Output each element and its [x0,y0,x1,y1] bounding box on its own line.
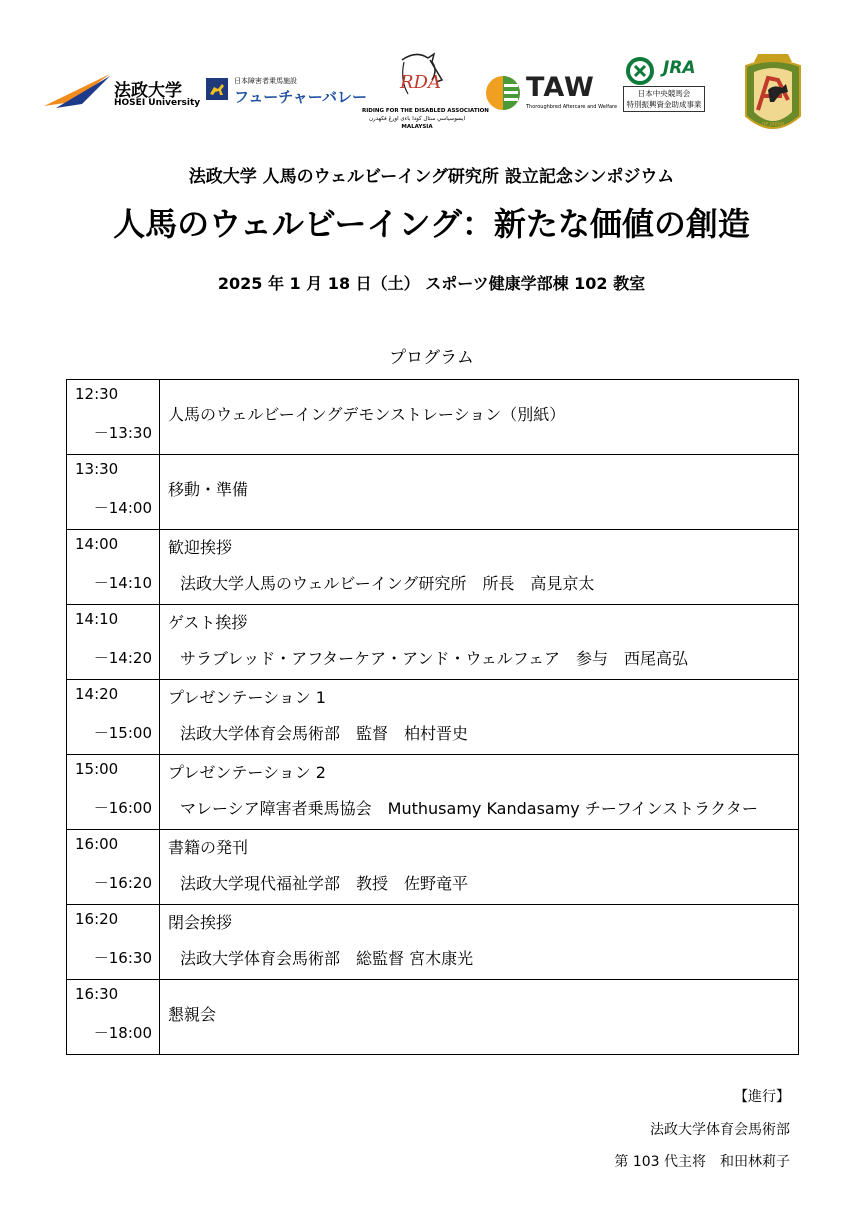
session-cell [160,980,799,1055]
table-row [67,455,799,530]
time-cell [67,680,160,755]
rda-mark: RDA [400,72,441,93]
horse-rider-icon [206,78,228,100]
logo-strip [40,50,830,140]
equestrian-federation-badge [738,50,808,138]
end-time: －14:20 [93,649,152,667]
session-speaker: 法政大学体育会馬術部 監督 柏村晋史 [180,724,469,743]
jra-name: JRA [663,58,696,78]
footer-person: 第 103 代主将 和田林莉子 [614,1154,790,1170]
session-speaker: 法政大学人馬のウェルビーイング研究所 所長 高見京太 [180,574,595,593]
rda-line3: MALAYSIA [401,124,433,130]
time-cell [67,380,160,455]
session-cell [160,455,799,530]
equestrian-badge-icon [738,50,808,138]
session-cell [160,380,799,455]
rda-horse-icon [382,50,452,106]
future-valley-logo [206,76,366,110]
taw-circle-icon [484,74,522,112]
hosei-sub: HOSEI University [114,98,201,108]
session-title: 人馬のウェルビーイングデモンストレーション（別紙） [168,405,566,424]
future-valley-small: 日本障害者乗馬施設 [234,77,297,85]
jra-grant-box [623,86,705,112]
symposium-subtitle: 法政大学 人馬のウェルビーイング研究所 設立記念シンポジウム [188,167,675,187]
session-speaker: 法政大学体育会馬術部 総監督 宮木康光 [180,949,474,968]
time-cell [67,905,160,980]
jra-logo [623,56,709,116]
jra-line2: 特別振興資金助成事業 [626,100,702,109]
session-speaker: サラブレッド・アフターケア・アンド・ウェルフェア 参与 西尾高弘 [180,649,689,668]
jra-ring-icon [625,56,657,86]
jra-line1: 日本中央競馬会 [637,89,691,98]
rda-line2: ايسوسياسي ستال كودا باءى اورڠ فكهدرن [368,116,466,122]
session-title: ゲスト挨拶 [168,613,248,632]
hosei-name: 法政大学 [114,81,182,101]
session-cell [160,605,799,680]
taw-logo [484,72,618,114]
session-cell [160,905,799,980]
hosei-university-logo [42,72,201,112]
session-speaker: 法政大学現代福祉学部 教授 佐野竜平 [180,874,469,893]
table-row [67,980,799,1055]
table-row [67,830,799,905]
session-title: 移動・準備 [168,480,249,499]
time-cell [67,530,160,605]
time-cell [67,605,160,680]
table-row [67,380,799,455]
end-time: －15:00 [93,724,152,742]
session-cell [160,755,799,830]
start-time: 16:20 [75,910,119,928]
time-cell [67,830,160,905]
time-cell [67,455,160,530]
session-title: 歓迎挨拶 [168,538,233,557]
end-time: －18:00 [93,1024,152,1042]
session-cell [160,530,799,605]
time-cell [67,755,160,830]
date-venue: 2025 年 1 月 18 日（土） スポーツ健康学部棟 102 教室 [217,274,646,293]
start-time: 16:30 [75,985,119,1003]
future-valley-name: フューチャーバレー [234,88,368,106]
session-cell [160,680,799,755]
start-time: 15:00 [75,760,119,778]
rda-malaysia-logo [362,50,489,134]
taw-sub: Thoroughbred Aftercare and Welfare [526,104,618,110]
session-title: 書籍の発刊 [168,838,249,857]
footer-label: 【進行】 [734,1089,790,1105]
session-title: プレゼンテーション 2 [168,763,326,782]
end-time: －16:20 [93,874,152,892]
session-title: 懇親会 [168,1005,217,1024]
program-table [66,379,799,1055]
table-row [67,530,799,605]
page-title: 人馬のウェルビーイング：新たな価値の創造 [113,205,750,243]
table-row [67,605,799,680]
session-speaker: マレーシア障害者乗馬協会 Muthusamy Kandasamy チーフインストラクター [180,799,758,818]
program-heading: プログラム [389,348,474,368]
start-time: 16:00 [75,835,119,853]
end-time: －16:30 [93,949,152,967]
badge-text: OF JAPAN [761,122,785,128]
start-time: 14:10 [75,610,119,628]
end-time: －14:00 [93,499,152,517]
footer-organization: 法政大学体育会馬術部 [650,1122,790,1138]
table-row [67,680,799,755]
taw-name: TAW [526,72,595,103]
start-time: 14:00 [75,535,119,553]
end-time: －13:30 [93,424,152,442]
start-time: 14:20 [75,685,119,703]
time-cell [67,980,160,1055]
hosei-swoosh-icon [42,72,112,112]
session-cell [160,830,799,905]
rda-line1: RIDING FOR THE DISABLED ASSOCIATION [362,108,489,114]
end-time: －14:10 [93,574,152,592]
table-row [67,755,799,830]
session-title: 閉会挨拶 [168,913,233,932]
start-time: 12:30 [75,385,119,403]
end-time: －16:00 [93,799,152,817]
session-title: プレゼンテーション 1 [168,688,326,707]
start-time: 13:30 [75,460,119,478]
table-row [67,905,799,980]
